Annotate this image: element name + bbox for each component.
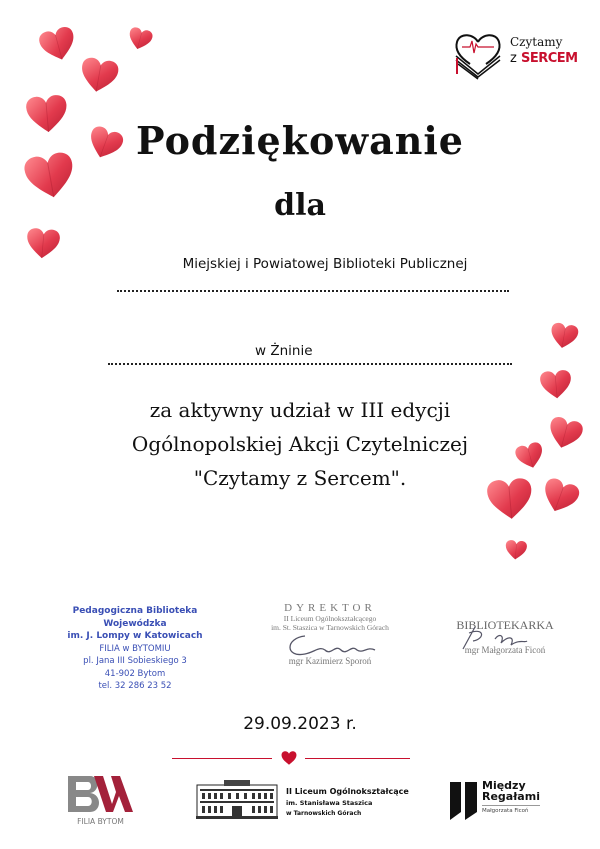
school-building-icon xyxy=(196,779,278,819)
stamp-line: Pedagogiczna Biblioteka Wojewódzka xyxy=(72,606,198,629)
director-signature-block xyxy=(240,602,420,666)
bw-caption: FILIA BYTOM xyxy=(77,817,124,826)
stamp-line: im. J. Lompy w Katowicach xyxy=(67,631,203,641)
logo-line1: Czytamy xyxy=(510,35,563,49)
bw-logo-icon xyxy=(68,776,133,812)
miedzy-regalami-logo xyxy=(450,780,560,824)
librarian-role: BIBLIOTEKARKA xyxy=(456,618,554,632)
heart-icon xyxy=(36,24,79,65)
body-line-1: za aktywny udział w III edycji xyxy=(149,398,451,422)
school-name: II Liceum Ogólnokształcące xyxy=(286,787,409,796)
heart-icon xyxy=(77,55,121,96)
dotted-line xyxy=(108,363,512,365)
school-logo xyxy=(196,779,416,823)
czytamy-z-sercem-logo xyxy=(452,30,578,80)
subtitle: dla xyxy=(274,188,326,223)
issue-date: 29.09.2023 r. xyxy=(243,714,357,734)
stamp-line: tel. 32 286 23 52 xyxy=(98,681,172,691)
director-school: im. St. Staszica w Tarnowskich Górach xyxy=(271,623,389,632)
stamp-line: FILIA w BYTOMIU xyxy=(99,643,171,654)
director-name: mgr Kazimierz Sporoń xyxy=(288,656,372,666)
librarian-name: mgr Małgorzata Ficoń xyxy=(464,645,546,655)
heart-icon xyxy=(504,539,528,561)
body-line-3: "Czytamy z Sercem". xyxy=(193,466,407,490)
logo-line2-prefix: z xyxy=(510,51,517,66)
mr-line1: Między xyxy=(482,779,526,792)
bw-filia-bytom-logo xyxy=(68,776,133,824)
stamp-line: 41-902 Bytom xyxy=(104,668,166,679)
heart-icon xyxy=(281,751,297,765)
recipient-name: Miejskiej i Powiatowej Biblioteki Publicznej xyxy=(182,256,468,272)
dotted-line xyxy=(117,290,509,292)
mr-caption: Małgorzata Ficoń xyxy=(482,808,529,814)
director-school: II Liceum Ogólnokształcącego xyxy=(283,614,377,623)
divider-line xyxy=(172,758,272,759)
stamp-line: pl. Jana III Sobieskiego 3 xyxy=(83,656,187,666)
librarian-signature-block xyxy=(440,618,570,655)
school-patron: im. Stanisława Staszica xyxy=(286,799,373,807)
body-line-2: Ogólnopolskiej Akcji Czytelniczej xyxy=(131,432,469,456)
director-role: DYREKTOR xyxy=(284,602,376,614)
school-town: w Tarnowskich Górach xyxy=(286,810,362,817)
heart-icon xyxy=(126,25,155,52)
library-stamp xyxy=(40,605,230,693)
heart-book-icon xyxy=(452,30,504,80)
divider-line xyxy=(305,758,410,759)
bookmark-icon xyxy=(450,782,478,820)
logo-brand: SERCEM xyxy=(520,51,578,66)
thanks-body xyxy=(0,393,600,495)
mr-line2: Regałami xyxy=(482,791,540,806)
recipient-city: w Żninie xyxy=(255,343,313,359)
heart-icon xyxy=(548,321,580,351)
page-title: Podziękowanie xyxy=(136,118,464,163)
